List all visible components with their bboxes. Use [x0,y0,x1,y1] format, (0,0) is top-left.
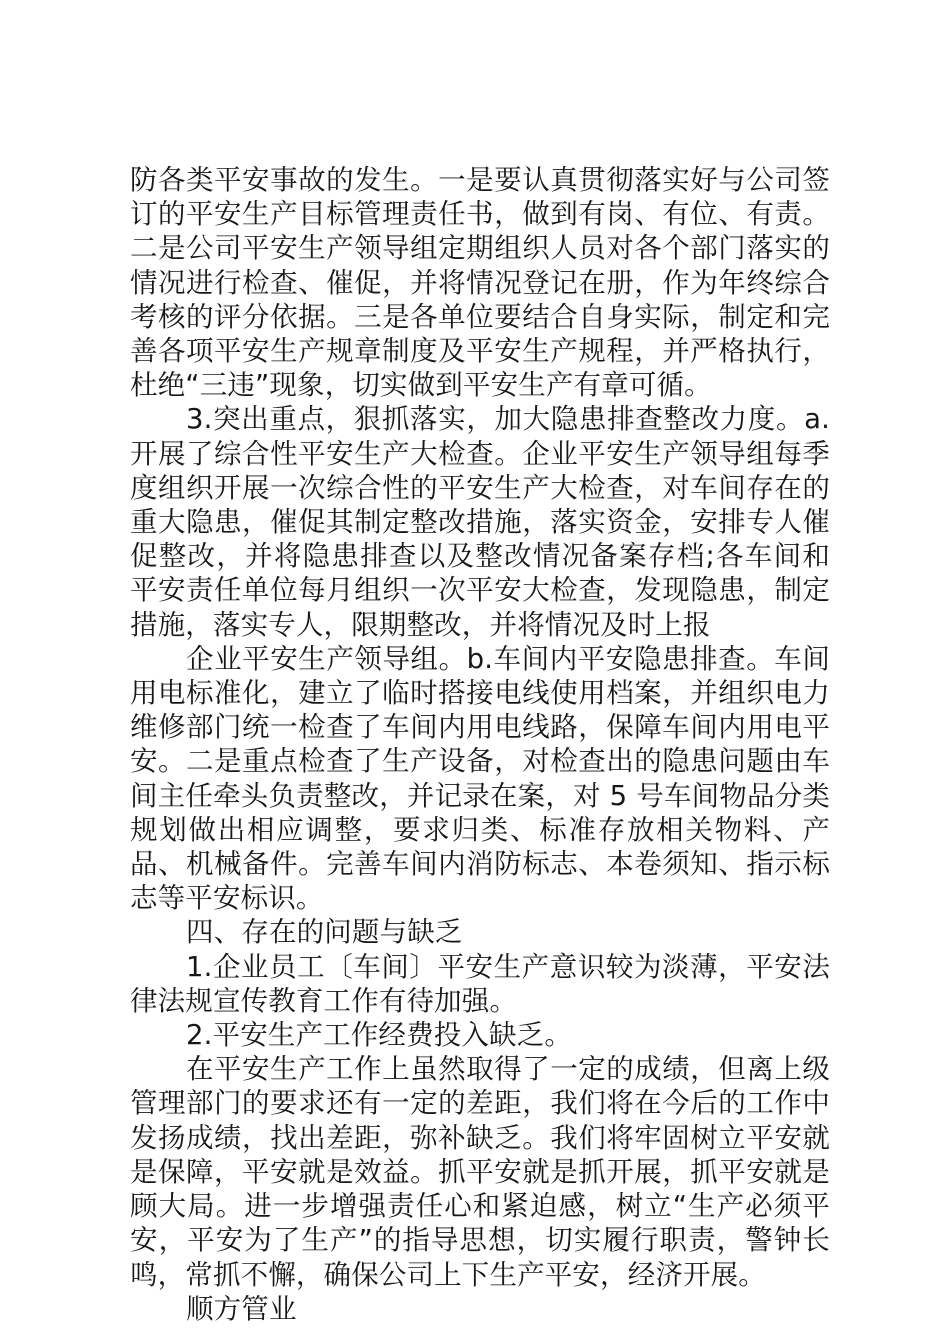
paragraph-problem-1-employee-awareness: 1.企业员工〔车间〕平安生产意识较为淡薄，平安法律法规宣传教育工作有待加强。 [130,950,830,1017]
heading-section-four-existing-problems: 四、存在的问题与缺乏 [186,916,463,949]
paragraph-problem-2-insufficient-funding: 2.平安生产工作经费投入缺乏。 [186,1019,572,1052]
paragraph-item-3-key-points: 3.突出重点，狠抓落实，加大隐患排查整改力度。a.开展了综合性平安生产大检查。企业平安生产领导组每季度组织开展一次综合性的平安生产大检查，对车间存在的重大隐患，催促其制定整改措施，落实资金，安排专人催促整改，并将隐患排查以及整改情况备案存档;各车间和平安责任单位每月组织一次平安大检查，发现隐患，制定措施，落实专人，限期整改，并将情况及时上报 [130,403,830,641]
paragraph-signature-company-name: 顺方管业 [186,1292,297,1325]
paragraph-item-b-workshop-hazard-inspection: 企业平安生产领导组。b.车间内平安隐患排查。车间用电标准化，建立了临时搭接电线使用档案，并组织电力维修部门统一检查了车间内用电线路，保障车间内用电平安。二是重点检查了生产设备，对检查出的隐患问题由车间主任牵头负责整改，并记录在案，对 5 号车间物品分类规划做出相应调整，要求归类、标准存放相关物料、产品、机械备件。完善车间内消防标志、本卷须知、指示标志等平安标识。 [130,642,830,915]
paragraph-continued-safety-accident-prevention: 防各类平安事故的发生。一是要认真贯彻落实好与公司签订的平安生产目标管理责任书，做到有岗、有位、有责。二是公司平安生产领导组定期组织人员对各个部门落实的情况进行检查、催促，并将情况登记在册，作为年终综合考核的评分依据。三是各单位要结合自身实际，制定和完善各项平安生产规章制度及平安生产规程，并严格执行，杜绝“三违”现象，切实做到平安生产有章可循。 [130,164,830,402]
document-text-body [130,163,830,1326]
paragraph-conclusion-outlook: 在平安生产工作上虽然取得了一定的成绩，但离上级管理部门的要求还有一定的差距，我们将在今后的工作中发扬成绩，找出差距，弥补缺乏。我们将牢固树立平安就是保障，平安就是效益。抓平安就是抓开展，抓平安就是顾大局。进一步增强责任心和紧迫感，树立“生产必须平安，平安为了生产”的指导思想，切实履行职责，警钟长鸣，常抓不懈，确保公司上下生产平安，经济开展。 [130,1053,830,1291]
